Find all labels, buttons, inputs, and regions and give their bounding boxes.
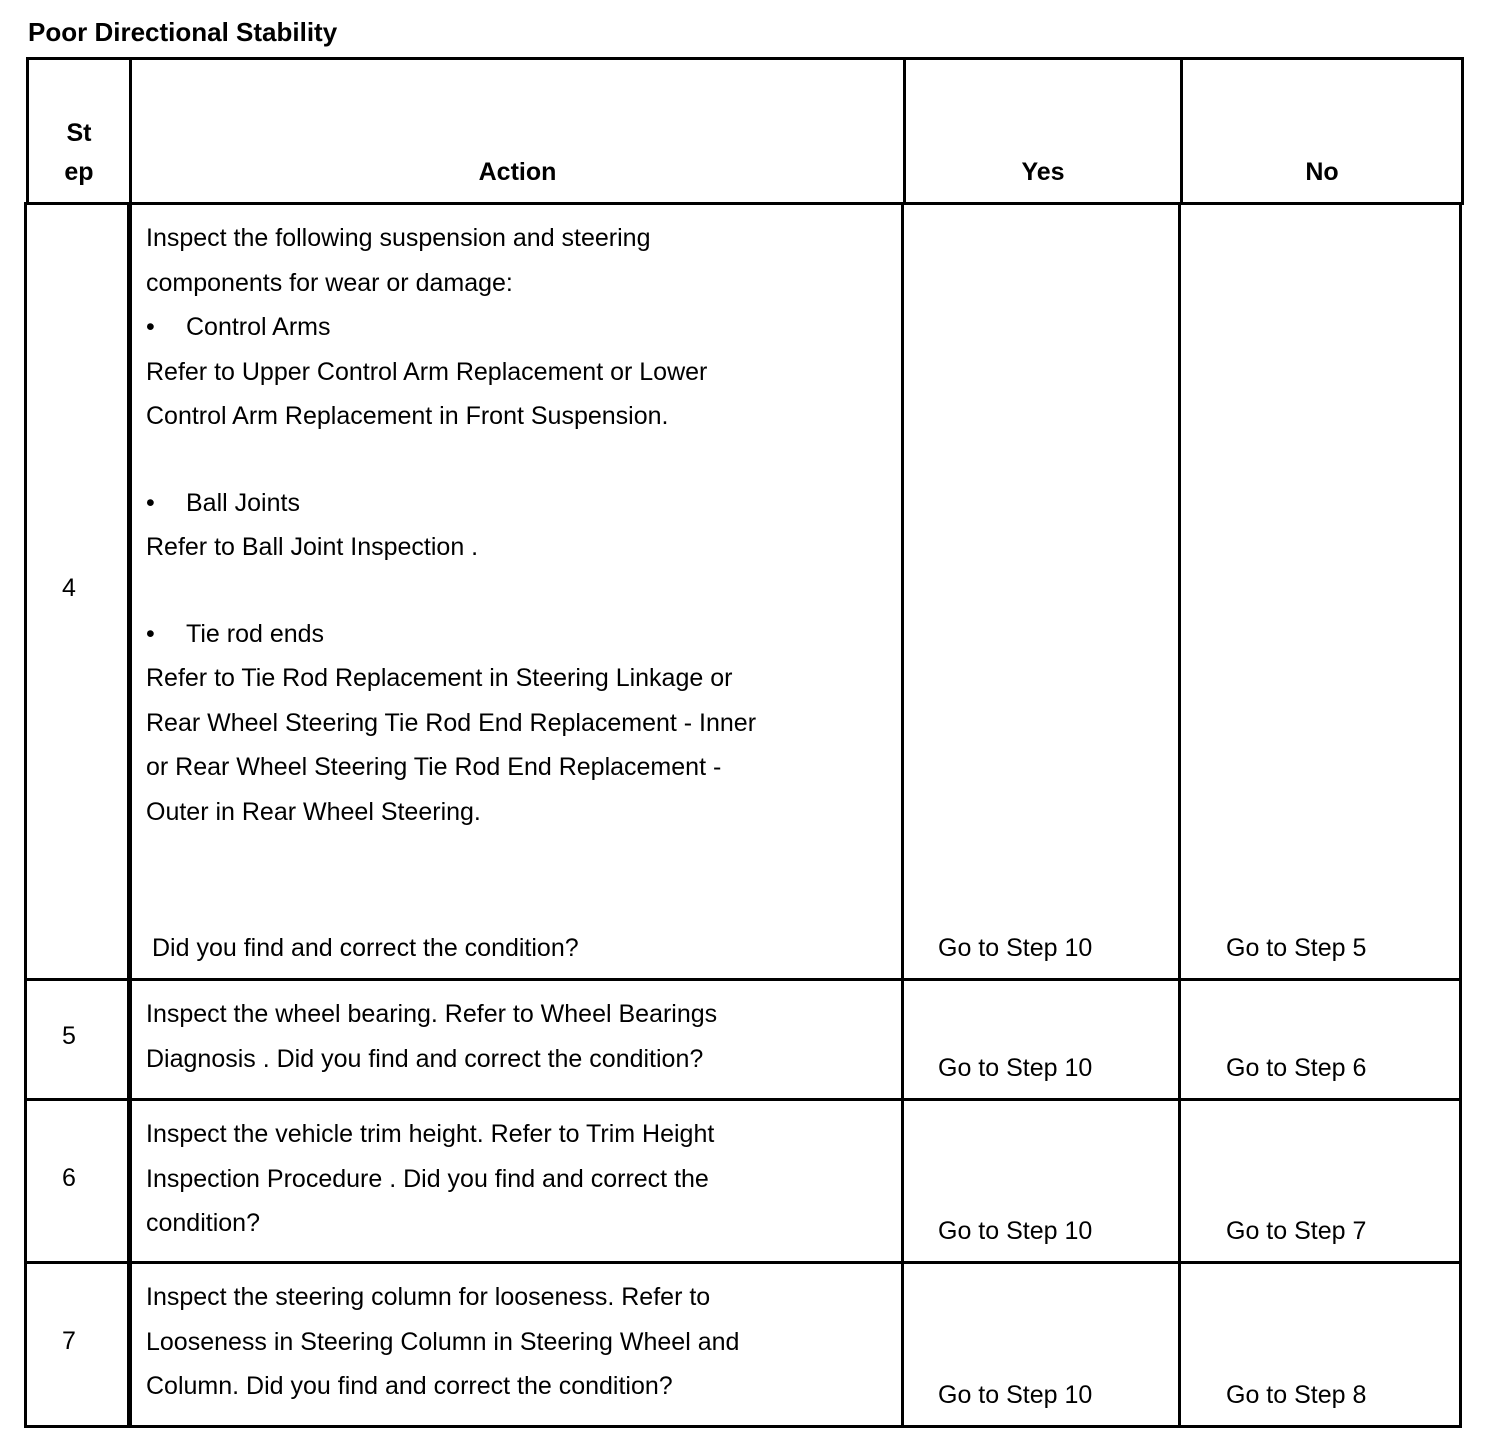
table-row-step: 4 xyxy=(24,202,132,981)
table-row-step: 7 xyxy=(24,1261,132,1428)
refer-line: Outer in Rear Wheel Steering. xyxy=(146,797,481,826)
table-row-action xyxy=(127,1098,904,1264)
refer-line: Refer to Tie Rod Replacement in Steering Linkage or xyxy=(146,664,733,692)
action-line: Looseness in Steering Column in Steering Wheel and xyxy=(146,1327,740,1356)
header-step xyxy=(26,57,132,205)
action-line: components for wear or damage: xyxy=(146,268,513,297)
no-result: Go to Step 5 xyxy=(1226,933,1367,962)
action-line: Inspection Procedure . Did you find and correct the xyxy=(146,1164,709,1193)
no-result: Go to Step 6 xyxy=(1226,1053,1367,1082)
table-row-no xyxy=(1178,1261,1462,1428)
refer-line: Refer to Ball Joint Inspection . xyxy=(146,533,479,561)
table-row-no xyxy=(1178,1098,1462,1264)
bullet-icon: • xyxy=(146,488,155,517)
table-row-yes xyxy=(901,978,1181,1101)
header-step-line1: St xyxy=(66,119,92,147)
header-no-label: No xyxy=(1305,158,1339,186)
table-row-step: 5 xyxy=(24,978,132,1101)
no-result: Go to Step 8 xyxy=(1226,1380,1367,1409)
table-row-action xyxy=(127,978,904,1101)
action-line: Inspect the steering column for looseness. Refer to xyxy=(146,1283,711,1311)
refer-line: Rear Wheel Steering Tie Rod End Replacement - Inner xyxy=(146,708,757,737)
table-row-step: 6 xyxy=(24,1098,132,1264)
yes-result: Go to Step 10 xyxy=(938,1053,1093,1082)
bullet-icon: • xyxy=(146,619,155,648)
bullet-label: Ball Joints xyxy=(186,488,300,517)
page-title: Poor Directional Stability xyxy=(28,17,338,47)
no-result: Go to Step 7 xyxy=(1226,1216,1367,1245)
table-row-no xyxy=(1178,978,1462,1101)
action-line: Diagnosis . Did you find and correct the condition? xyxy=(146,1044,704,1073)
table-row-yes xyxy=(901,202,1181,981)
header-action xyxy=(129,57,906,205)
list-item xyxy=(146,481,881,526)
bullet-icon: • xyxy=(146,313,155,341)
header-no xyxy=(1180,57,1464,205)
yes-result: Go to Step 10 xyxy=(938,1216,1093,1245)
list-item xyxy=(146,305,881,350)
refer-line: Control Arm Replacement in Front Suspension. xyxy=(146,402,669,430)
action-line: Inspect the following suspension and steering xyxy=(146,224,651,252)
header-step-line2: ep xyxy=(64,158,94,186)
refer-line: Refer to Upper Control Arm Replacement or Lower xyxy=(146,357,708,386)
header-yes xyxy=(903,57,1183,205)
table-row-action xyxy=(127,202,904,981)
header-yes-label: Yes xyxy=(1021,158,1065,186)
header-action-label: Action xyxy=(478,158,557,186)
table-row-action xyxy=(127,1261,904,1428)
table-row-no xyxy=(1178,202,1462,981)
table-row-yes xyxy=(901,1098,1181,1264)
yes-result: Go to Step 10 xyxy=(938,1380,1093,1409)
action-line: Column. Did you find and correct the condition? xyxy=(146,1372,673,1400)
list-item xyxy=(146,612,881,657)
action-line: condition? xyxy=(146,1209,260,1237)
table-row-yes xyxy=(901,1261,1181,1428)
refer-line: or Rear Wheel Steering Tie Rod End Replacement - xyxy=(146,753,722,781)
yes-result: Go to Step 10 xyxy=(938,933,1093,962)
action-line: Inspect the wheel bearing. Refer to Wheel Bearings xyxy=(146,1000,718,1028)
bullet-label: Tie rod ends xyxy=(186,619,325,648)
action-line: Inspect the vehicle trim height. Refer to Trim Height xyxy=(146,1120,715,1148)
bullet-label: Control Arms xyxy=(186,313,331,341)
action-question: Did you find and correct the condition? xyxy=(152,933,579,962)
